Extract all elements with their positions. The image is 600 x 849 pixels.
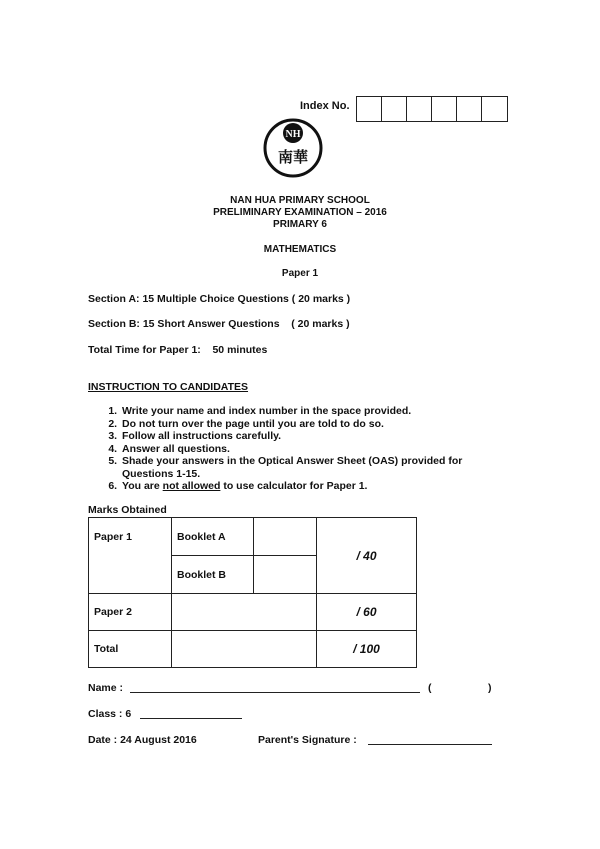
booklet-a-score[interactable] — [254, 518, 317, 556]
booklet-b-label: Booklet B — [172, 556, 254, 594]
subject-title: MATHEMATICS — [263, 244, 337, 255]
booklet-b-score[interactable] — [254, 556, 317, 594]
total-score[interactable] — [172, 631, 317, 668]
index-digit-box[interactable] — [357, 97, 382, 121]
section-a-info: Section A: 15 Multiple Choice Questions ( 20 marks ) — [88, 293, 351, 305]
school-logo — [263, 118, 323, 178]
instruction-item: 2. Do not turn over the page until you are told to do so. — [120, 418, 500, 431]
name-field[interactable] — [130, 692, 420, 693]
instructions-list — [102, 405, 500, 493]
level-title: PRIMARY 6 — [273, 219, 327, 230]
index-digit-box[interactable] — [407, 97, 432, 121]
instruction-item: 1. Write your name and index number in the space provided. — [120, 405, 500, 418]
class-label: Class : 6 — [88, 708, 132, 720]
instruction-item — [120, 480, 500, 493]
paren-open: ( — [428, 682, 432, 694]
instruction-6-prefix: You are — [122, 480, 163, 492]
paper-title: Paper 1 — [281, 268, 319, 279]
instruction-6-suffix: to use calculator for Paper 1. — [220, 480, 368, 492]
logo-initials: NH — [285, 129, 301, 140]
paper2-label: Paper 2 — [89, 594, 172, 631]
marks-obtained-title: Marks Obtained — [88, 504, 167, 516]
total-label: Total — [89, 631, 172, 668]
signature-field[interactable] — [368, 744, 492, 745]
paren-close: ) — [488, 682, 492, 694]
paper1-total: / 40 — [317, 518, 417, 594]
index-digit-box[interactable] — [432, 97, 457, 121]
logo-chinese: 南華 — [277, 148, 309, 166]
total-time-info: Total Time for Paper 1: 50 minutes — [88, 344, 268, 356]
name-label: Name : — [88, 682, 124, 694]
paper2-total: / 60 — [317, 594, 417, 631]
instruction-item: 5. Shade your answers in the Optical Answer Sheet (OAS) provided for Questions 1-15. — [120, 455, 500, 480]
instruction-item: 3. Follow all instructions carefully. — [120, 430, 500, 443]
instruction-6-emphasis: not allowed — [162, 480, 221, 492]
instruction-item: 4. Answer all questions. — [120, 443, 500, 456]
date-label: Date : 24 August 2016 — [88, 734, 197, 746]
index-number-label: Index No. — [300, 100, 350, 112]
section-b-info: Section B: 15 Short Answer Questions ( 20 marks ) — [88, 318, 350, 330]
index-digit-box[interactable] — [382, 97, 407, 121]
class-field[interactable] — [140, 718, 242, 719]
marks-table — [88, 517, 417, 668]
index-digit-box[interactable] — [482, 97, 507, 121]
school-name: NAN HUA PRIMARY SCHOOL — [230, 195, 370, 206]
exam-title: PRELIMINARY EXAMINATION – 2016 — [213, 207, 387, 218]
index-number-boxes[interactable] — [356, 96, 508, 122]
paper2-score[interactable] — [172, 594, 317, 631]
index-digit-box[interactable] — [457, 97, 482, 121]
paper1-label: Paper 1 — [89, 518, 172, 594]
grand-total: / 100 — [317, 631, 417, 668]
instructions-title: INSTRUCTION TO CANDIDATES — [88, 381, 249, 393]
signature-label: Parent's Signature : — [258, 734, 357, 746]
booklet-a-label: Booklet A — [172, 518, 254, 556]
